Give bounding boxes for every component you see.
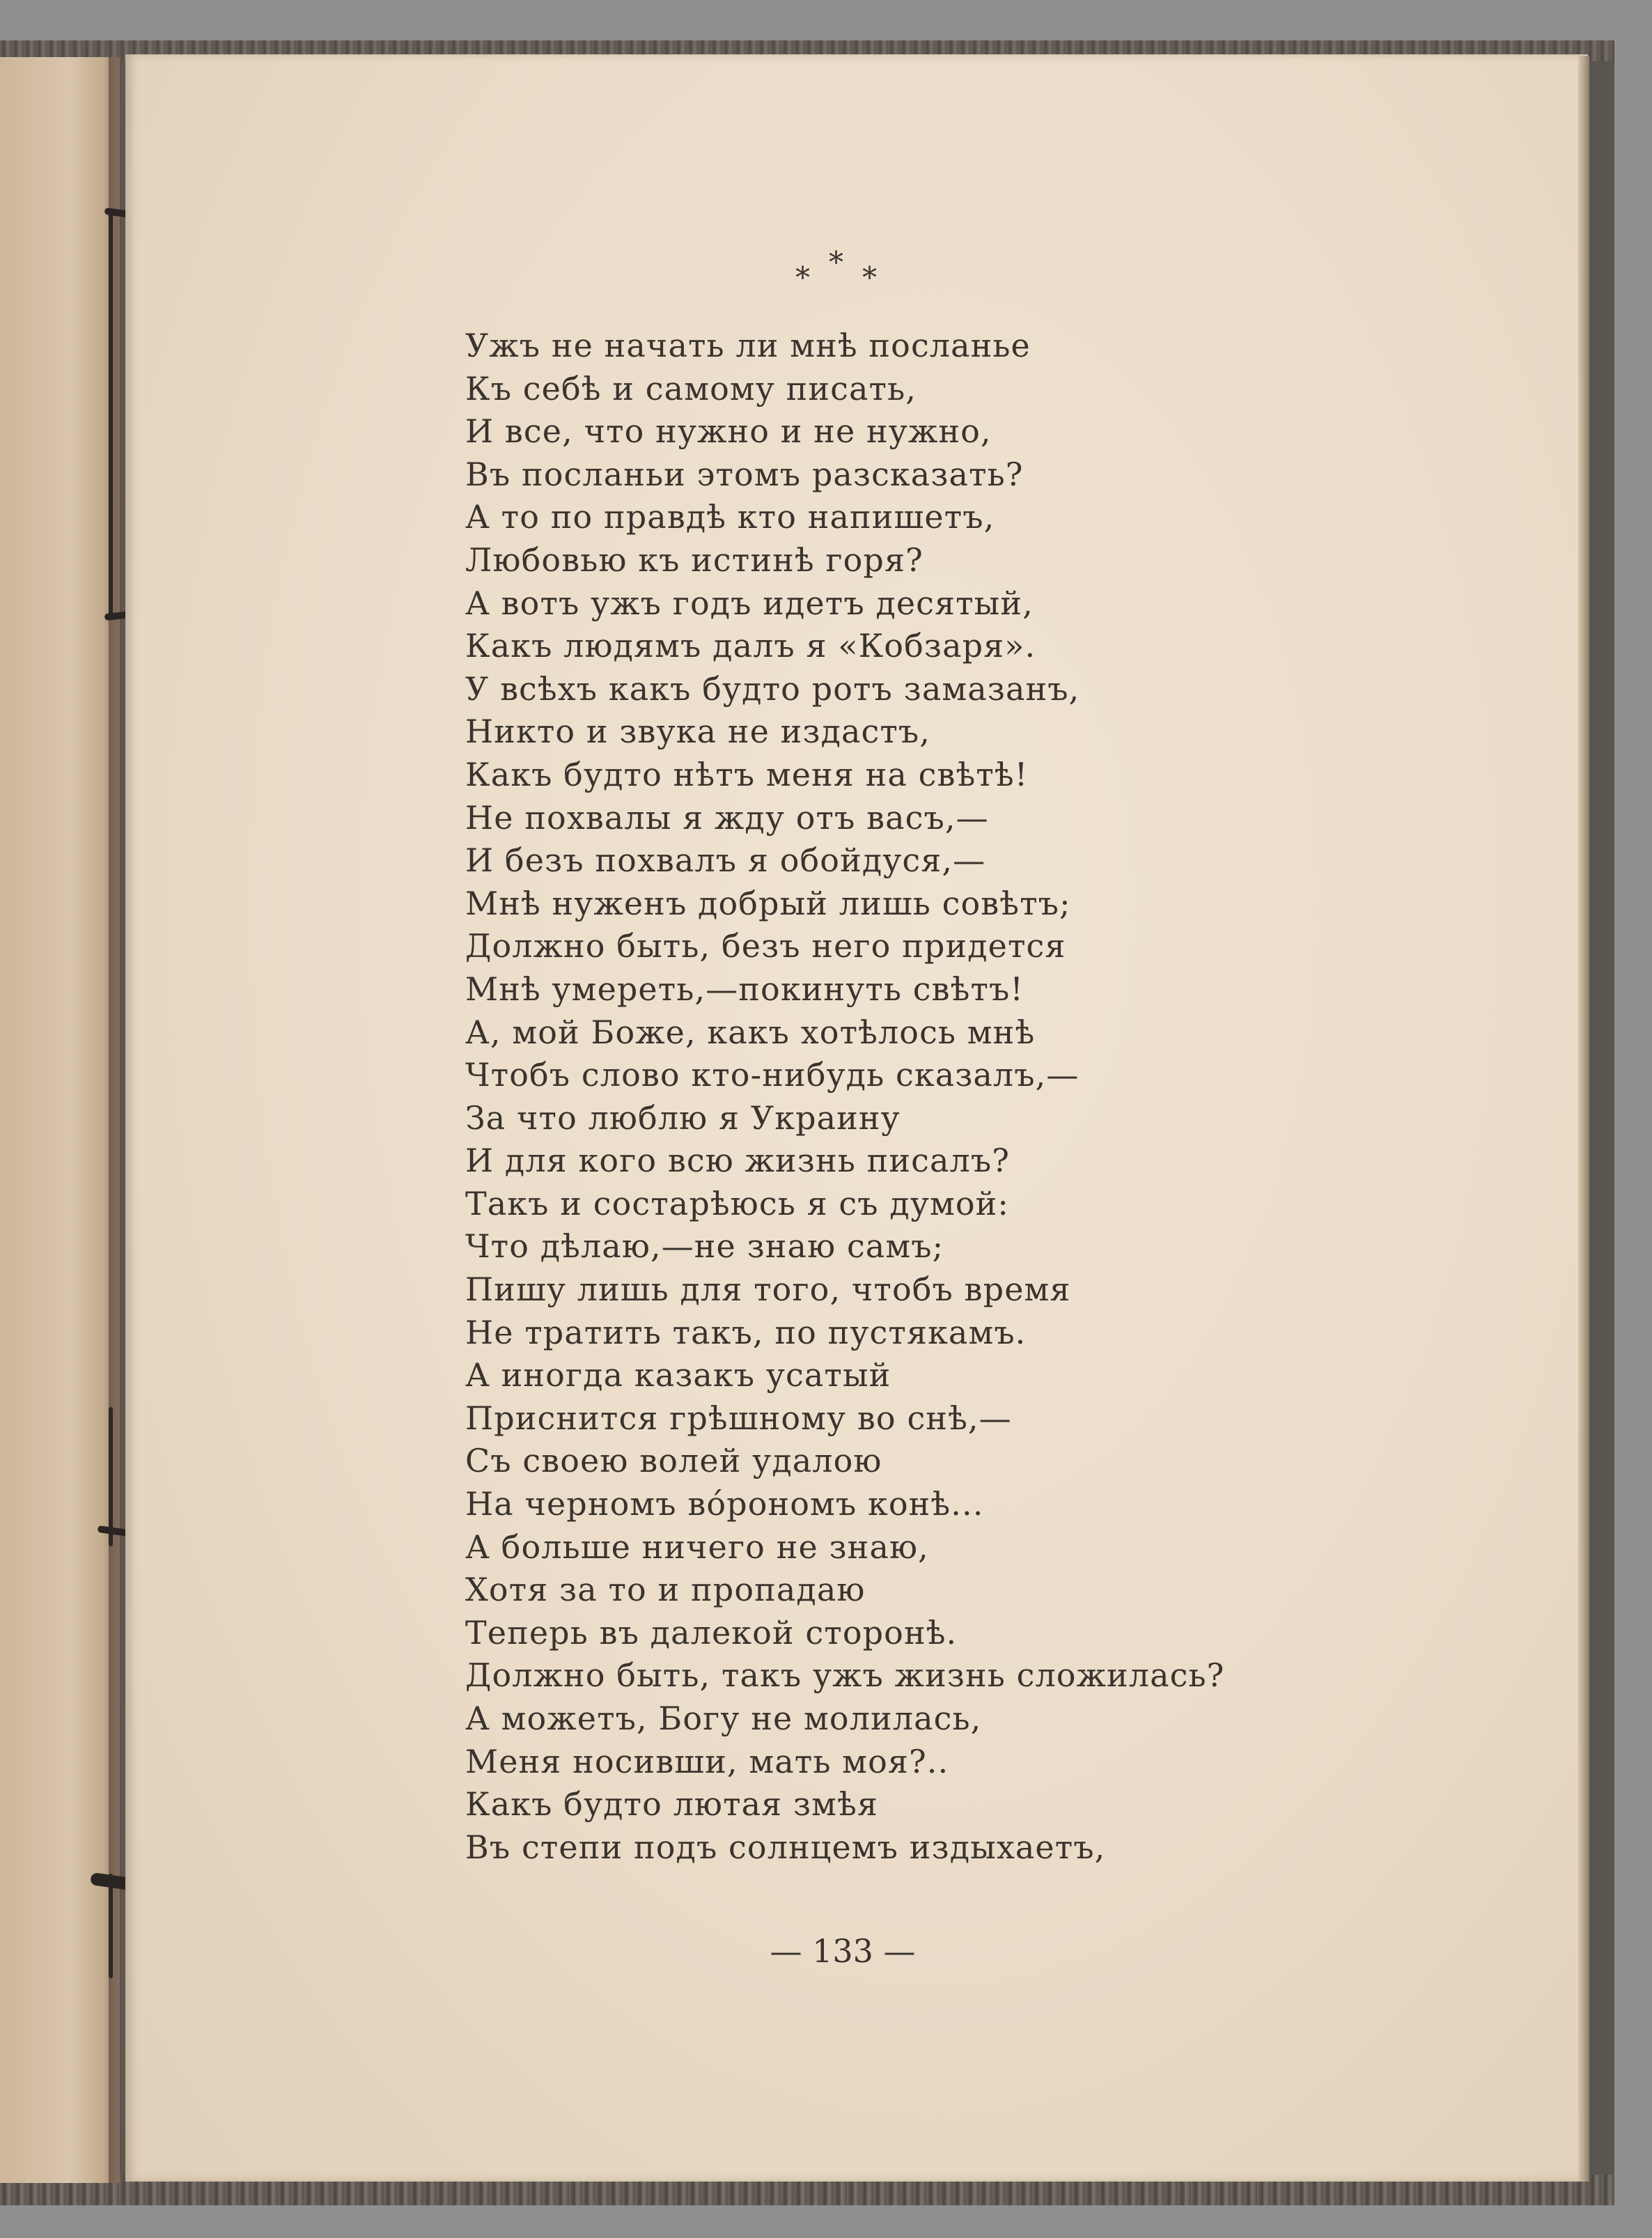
poem-line: И для кого всю жизнь писалъ? bbox=[465, 1142, 1010, 1180]
poem-line: Чтобъ слово кто-нибудь сказалъ,— bbox=[465, 1056, 1080, 1094]
poem-line: Съ своею волей удалою bbox=[465, 1442, 882, 1480]
poem-line: И все, что нужно и не нужно, bbox=[465, 412, 992, 451]
ornament-asterisk-right: * bbox=[862, 261, 877, 295]
poem-line: Теперь въ далекой сторонѣ. bbox=[465, 1613, 958, 1652]
poem-line: Никто и звука не издастъ, bbox=[465, 713, 931, 751]
poem-line: Не тратить такъ, по пустякамъ. bbox=[465, 1313, 1027, 1351]
poem-line: А иногда казакъ усатый bbox=[465, 1356, 891, 1394]
binding-cord bbox=[109, 1874, 113, 1978]
poem-line: Какъ будто нѣтъ меня на свѣтѣ! bbox=[465, 755, 1029, 793]
poem-line: Должно быть, безъ него придется bbox=[465, 927, 1066, 965]
poem-line: Меня носивши, мать моя?.. bbox=[465, 1742, 949, 1780]
poem-line: Мнѣ нуженъ добрый лишь совѣтъ; bbox=[465, 884, 1071, 922]
poem-line: Какъ людямъ далъ я «Кобзаря». bbox=[465, 627, 1036, 665]
poem-line: Мнѣ умереть,—покинуть свѣтъ! bbox=[465, 970, 1024, 1008]
poem-line: Что дѣлаю,—не знаю самъ; bbox=[465, 1227, 944, 1266]
poem-line: Не похвалы я жду отъ васъ,— bbox=[465, 798, 989, 837]
poem-line: Къ себѣ и самому писать, bbox=[465, 369, 917, 407]
poem-line: Хотя за то и пропадаю bbox=[465, 1571, 866, 1609]
section-ornament bbox=[787, 245, 885, 295]
poem-line: У всѣхъ какъ будто ротъ замазанъ, bbox=[465, 669, 1080, 708]
poem-line: А вотъ ужъ годъ идетъ десятый, bbox=[465, 584, 1034, 622]
poem-line: Какъ будто лютая змѣя bbox=[465, 1785, 879, 1824]
poem-line: Пишу лишь для того, чтобъ время bbox=[465, 1270, 1071, 1309]
poem-line: Въ степи подъ солнцемъ издыхаетъ, bbox=[465, 1828, 1106, 1866]
ornament-asterisk-top: * bbox=[829, 245, 843, 279]
poem-line: Должно быть, такъ ужъ жизнь сложилась? bbox=[465, 1656, 1225, 1695]
page-number: — 133 — bbox=[770, 1932, 916, 1970]
poem-text bbox=[465, 325, 1524, 1869]
binding-cord bbox=[109, 209, 113, 620]
poem-line: А больше ничего не знаю, bbox=[465, 1528, 929, 1566]
poem-line: Въ посланьи этомъ разсказать? bbox=[465, 455, 1024, 493]
poem-line: Ужъ не начать ли мнѣ посланье bbox=[465, 327, 1031, 364]
poem-line: Такъ и состарѣюсь я съ думой: bbox=[465, 1184, 1009, 1222]
page-right-edge bbox=[1578, 56, 1589, 2182]
poem-line: Приснится грѣшному во снѣ,— bbox=[465, 1399, 1012, 1437]
poem-line: И безъ похвалъ я обойдуся,— bbox=[465, 841, 986, 880]
ornament-asterisk-left: * bbox=[795, 261, 810, 295]
poem-line: На черномъ вóрономъ конѣ... bbox=[465, 1485, 984, 1523]
left-page-edge bbox=[0, 57, 120, 2183]
poem-line: За что люблю я Украину bbox=[465, 1098, 901, 1137]
poem-line: А можетъ, Богу не молилась, bbox=[465, 1700, 982, 1737]
poem-line: А, мой Боже, какъ хотѣлось мнѣ bbox=[465, 1013, 1036, 1051]
poem-line: Любовью къ истинѣ горя? bbox=[465, 541, 924, 579]
binding-cord bbox=[109, 1407, 113, 1546]
poem-line: А то по правдѣ кто напишетъ, bbox=[465, 498, 995, 536]
